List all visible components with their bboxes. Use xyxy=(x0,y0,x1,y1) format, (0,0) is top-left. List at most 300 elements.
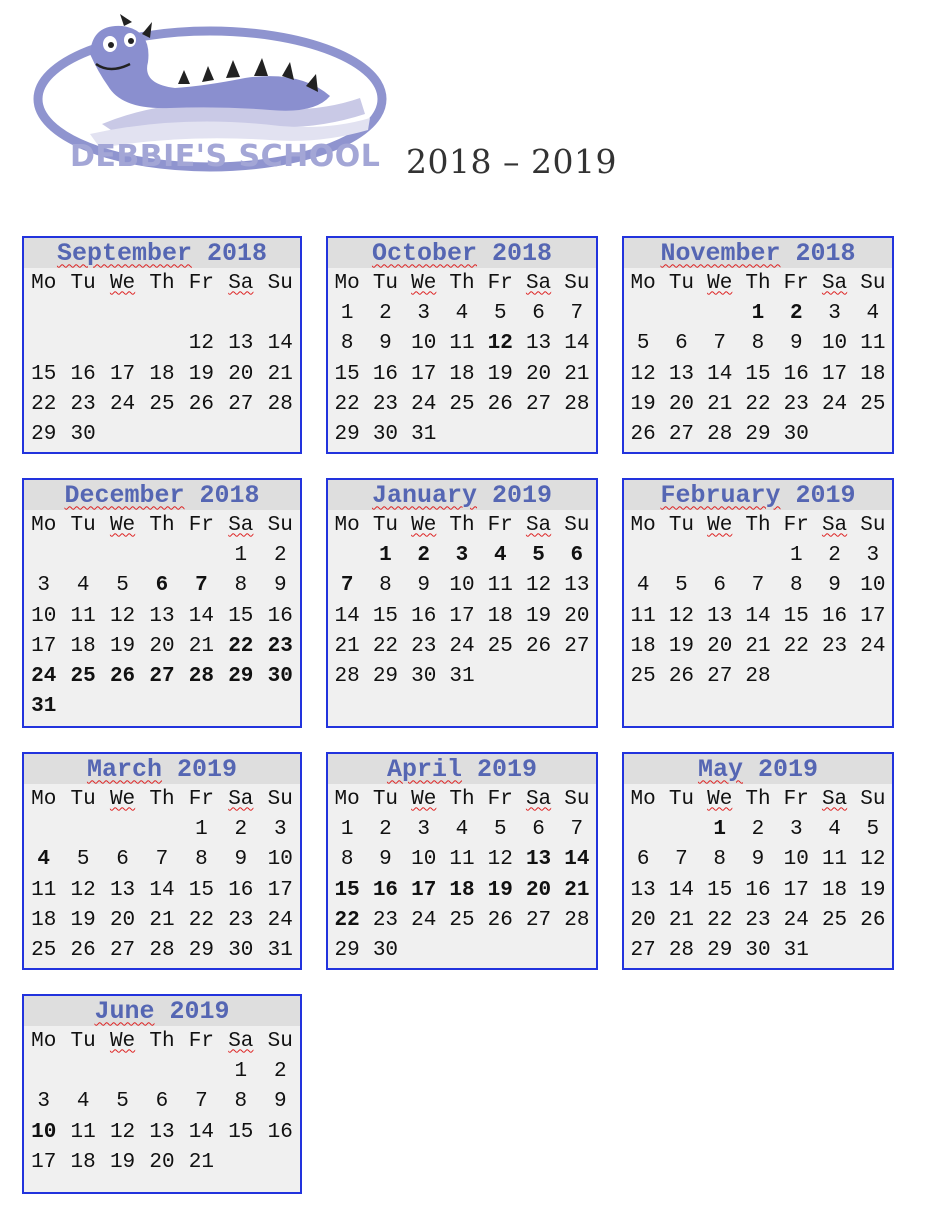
weekday-label: Tu xyxy=(70,787,96,811)
day-cell: 8 xyxy=(751,332,765,356)
day-cell: 17 xyxy=(783,878,809,902)
weekday-row xyxy=(328,784,596,814)
weekday-label: Su xyxy=(860,513,886,537)
weekday-label: Fr xyxy=(188,271,214,295)
month-february xyxy=(622,478,894,728)
month-june xyxy=(22,994,302,1194)
day-cell: 13 xyxy=(149,604,175,628)
day-cell: 27 xyxy=(525,392,552,416)
week-row xyxy=(624,419,892,449)
day-cell: 3 xyxy=(417,817,430,841)
weekday-label: Mo xyxy=(31,787,57,811)
day-cell: 20 xyxy=(525,878,552,902)
day-cell: 9 xyxy=(789,332,803,356)
weekday-row xyxy=(24,784,300,814)
day-cell: 25 xyxy=(70,665,96,689)
weekday-label: Fr xyxy=(487,513,513,537)
day-cell: 7 xyxy=(340,574,354,598)
day-cell: 24 xyxy=(821,392,848,416)
weekday-label: Mo xyxy=(630,271,656,295)
day-cell: 31 xyxy=(411,423,437,447)
day-cell: 14 xyxy=(188,1120,214,1144)
weekday-label: Sa xyxy=(228,271,254,295)
day-cell: 15 xyxy=(228,604,254,628)
day-cell: 12 xyxy=(525,574,552,598)
day-cell: 21 xyxy=(267,362,293,386)
day-cell: 13 xyxy=(564,574,590,598)
day-cell: 23 xyxy=(411,634,437,658)
weekday-label: Sa xyxy=(525,513,552,537)
day-cell: 19 xyxy=(188,362,214,386)
month-name: December xyxy=(64,480,185,510)
day-cell: 28 xyxy=(267,392,293,416)
month-november xyxy=(622,236,894,454)
day-cell: 3 xyxy=(37,574,51,598)
day-cell: 9 xyxy=(379,332,392,356)
day-cell: 28 xyxy=(149,939,175,963)
weekday-label: Su xyxy=(267,271,293,295)
weekday-label: Mo xyxy=(31,513,57,537)
weekday-row xyxy=(328,268,596,298)
day-cell: 8 xyxy=(789,574,803,598)
weekday-label: Sa xyxy=(525,271,552,295)
day-cell: 5 xyxy=(493,817,507,841)
day-cell: 22 xyxy=(707,908,733,932)
weekday-label: Mo xyxy=(630,513,656,537)
day-cell: 27 xyxy=(228,392,254,416)
weekday-label: Th xyxy=(149,1029,175,1053)
day-cell: 11 xyxy=(31,878,57,902)
day-cell: 19 xyxy=(630,392,656,416)
day-cell: 12 xyxy=(188,332,214,356)
weekday-label: Sa xyxy=(821,513,848,537)
day-cell: 23 xyxy=(70,392,96,416)
weekday-label: Fr xyxy=(188,513,214,537)
school-logo xyxy=(30,14,390,184)
day-cell: 14 xyxy=(267,332,293,356)
weekday-label: Fr xyxy=(487,787,513,811)
weekday-label: We xyxy=(411,787,437,811)
month-name: November xyxy=(660,238,781,268)
day-cell: 29 xyxy=(372,665,399,689)
day-cell: 15 xyxy=(707,878,733,902)
day-cell: 10 xyxy=(449,574,475,598)
month-name: March xyxy=(86,754,162,784)
day-cell: 8 xyxy=(340,848,354,872)
week-row xyxy=(24,359,300,389)
day-cell: 23 xyxy=(783,392,809,416)
week-row xyxy=(624,814,892,844)
day-cell: 19 xyxy=(487,878,513,902)
day-cell: 3 xyxy=(37,1090,51,1114)
weekday-label: Tu xyxy=(372,787,399,811)
day-cell: 21 xyxy=(707,392,733,416)
weekday-label: Tu xyxy=(372,271,399,295)
weekday-label: Su xyxy=(860,787,886,811)
day-cell: 1 xyxy=(340,301,354,325)
day-cell: 11 xyxy=(449,332,475,356)
day-cell: 19 xyxy=(109,1150,136,1174)
week-row xyxy=(24,661,300,691)
day-cell: 12 xyxy=(70,878,96,902)
day-cell: 25 xyxy=(487,634,513,658)
day-cell: 5 xyxy=(636,332,650,356)
weekday-label: Mo xyxy=(334,271,360,295)
day-cell: 25 xyxy=(149,392,175,416)
day-cell: 18 xyxy=(630,634,656,658)
day-cell: 24 xyxy=(109,392,136,416)
week-row xyxy=(24,692,300,722)
weekday-label: We xyxy=(707,271,733,295)
day-cell: 18 xyxy=(31,908,57,932)
day-cell: 28 xyxy=(334,665,360,689)
month-header xyxy=(328,480,596,510)
weekday-label: Fr xyxy=(783,513,809,537)
month-december xyxy=(22,478,302,728)
day-cell: 11 xyxy=(70,604,96,628)
weekday-label: Tu xyxy=(668,513,695,537)
day-cell: 15 xyxy=(783,604,809,628)
day-cell: 28 xyxy=(668,939,695,963)
day-cell: 4 xyxy=(493,543,507,567)
day-cell: 30 xyxy=(372,423,399,447)
week-row xyxy=(328,571,596,601)
weekday-label: We xyxy=(109,513,136,537)
day-cell: 31 xyxy=(449,665,475,689)
weekday-label: Sa xyxy=(228,1029,254,1053)
day-cell: 8 xyxy=(195,848,208,872)
day-cell: 24 xyxy=(411,908,437,932)
day-cell: 16 xyxy=(372,362,399,386)
day-cell: 16 xyxy=(228,878,254,902)
day-cell: 30 xyxy=(228,939,254,963)
day-cell: 15 xyxy=(372,604,399,628)
weekday-label: Su xyxy=(860,271,886,295)
month-march xyxy=(22,752,302,970)
day-cell: 10 xyxy=(31,604,57,628)
day-cell: 19 xyxy=(860,878,886,902)
day-cell: 30 xyxy=(70,423,96,447)
day-cell: 20 xyxy=(630,908,656,932)
week-row xyxy=(624,540,892,570)
day-cell: 18 xyxy=(70,634,96,658)
day-cell: 17 xyxy=(411,878,437,902)
day-cell: 21 xyxy=(564,362,590,386)
day-cell: 27 xyxy=(149,665,175,689)
day-cell: 29 xyxy=(334,939,360,963)
day-cell: 7 xyxy=(195,574,208,598)
day-cell: 13 xyxy=(109,878,136,902)
weekday-label: We xyxy=(109,271,136,295)
day-cell: 17 xyxy=(31,634,57,658)
day-cell: 2 xyxy=(379,301,392,325)
day-cell: 22 xyxy=(372,634,399,658)
day-cell: 14 xyxy=(564,332,590,356)
day-cell: 29 xyxy=(228,665,254,689)
week-row xyxy=(24,298,300,328)
month-header xyxy=(24,996,300,1026)
logo-text: DEBBIE'S SCHOOL xyxy=(70,139,381,174)
week-row xyxy=(24,845,300,875)
day-cell: 2 xyxy=(234,817,248,841)
weekday-label: Th xyxy=(149,513,175,537)
day-cell: 16 xyxy=(70,362,96,386)
day-cell: 1 xyxy=(379,543,392,567)
week-row xyxy=(328,359,596,389)
day-cell: 28 xyxy=(564,908,590,932)
weekday-label: Th xyxy=(149,787,175,811)
weekday-label: Su xyxy=(267,513,293,537)
day-cell: 29 xyxy=(334,423,360,447)
day-cell: 28 xyxy=(188,665,214,689)
day-cell: 6 xyxy=(532,301,545,325)
day-cell: 3 xyxy=(789,817,803,841)
day-cell: 29 xyxy=(188,939,214,963)
day-cell: 11 xyxy=(821,848,848,872)
weekday-label: Su xyxy=(564,787,590,811)
day-cell: 1 xyxy=(751,301,765,325)
day-cell: 25 xyxy=(449,392,475,416)
week-row xyxy=(624,875,892,905)
day-cell: 4 xyxy=(76,574,90,598)
month-header xyxy=(328,754,596,784)
day-cell: 13 xyxy=(630,878,656,902)
day-cell: 19 xyxy=(70,908,96,932)
day-cell: 5 xyxy=(116,1090,129,1114)
day-cell: 30 xyxy=(411,665,437,689)
week-row xyxy=(24,389,300,419)
day-cell: 2 xyxy=(417,543,430,567)
weekday-label: Mo xyxy=(630,787,656,811)
day-cell: 14 xyxy=(707,362,733,386)
week-row xyxy=(328,631,596,661)
day-cell: 16 xyxy=(267,1120,293,1144)
day-cell: 10 xyxy=(860,574,886,598)
day-cell: 9 xyxy=(751,848,765,872)
month-header xyxy=(328,238,596,268)
day-cell: 4 xyxy=(828,817,841,841)
day-cell: 3 xyxy=(455,543,469,567)
month-year: 2019 xyxy=(177,754,238,784)
day-cell: 2 xyxy=(789,301,803,325)
page-title: 2018 – 2019 xyxy=(406,142,617,181)
day-cell: 6 xyxy=(570,543,584,567)
day-cell: 7 xyxy=(570,817,584,841)
week-row xyxy=(328,935,596,965)
weekday-label: Fr xyxy=(487,271,513,295)
weekday-row xyxy=(24,1026,300,1056)
month-year: 2018 xyxy=(207,238,268,268)
day-cell: 6 xyxy=(675,332,688,356)
day-cell: 20 xyxy=(228,362,254,386)
day-cell: 25 xyxy=(449,908,475,932)
day-cell: 12 xyxy=(109,1120,136,1144)
day-cell: 5 xyxy=(675,574,688,598)
day-cell: 13 xyxy=(707,604,733,628)
month-header xyxy=(624,480,892,510)
day-cell: 11 xyxy=(630,604,656,628)
day-cell: 2 xyxy=(273,1059,287,1083)
week-row xyxy=(24,329,300,359)
weekday-label: We xyxy=(109,787,136,811)
day-cell: 16 xyxy=(783,362,809,386)
day-cell: 12 xyxy=(668,604,695,628)
weekday-label: Su xyxy=(564,513,590,537)
day-cell: 8 xyxy=(379,574,392,598)
day-cell: 5 xyxy=(866,817,880,841)
day-cell: 2 xyxy=(751,817,765,841)
day-cell: 22 xyxy=(745,392,771,416)
week-row xyxy=(24,601,300,631)
weekday-label: Th xyxy=(745,787,771,811)
week-row xyxy=(328,298,596,328)
day-cell: 10 xyxy=(411,848,437,872)
day-cell: 2 xyxy=(273,543,287,567)
weekday-label: Su xyxy=(564,271,590,295)
day-cell: 18 xyxy=(449,878,475,902)
day-cell: 16 xyxy=(372,878,399,902)
day-cell: 26 xyxy=(487,908,513,932)
weekday-row xyxy=(24,510,300,540)
weekday-label: Sa xyxy=(525,787,552,811)
week-row xyxy=(328,905,596,935)
day-cell: 2 xyxy=(828,543,841,567)
day-cell: 23 xyxy=(267,634,293,658)
day-cell: 11 xyxy=(449,848,475,872)
day-cell: 17 xyxy=(31,1150,57,1174)
weekday-label: Mo xyxy=(31,271,57,295)
day-cell: 20 xyxy=(564,604,590,628)
day-cell: 17 xyxy=(411,362,437,386)
day-cell: 8 xyxy=(340,332,354,356)
weekday-row xyxy=(624,510,892,540)
month-year: 2019 xyxy=(477,754,538,784)
day-cell: 18 xyxy=(149,362,175,386)
day-cell: 7 xyxy=(751,574,765,598)
day-cell: 29 xyxy=(745,423,771,447)
day-cell: 7 xyxy=(195,1090,208,1114)
day-cell: 6 xyxy=(713,574,726,598)
day-cell: 28 xyxy=(745,665,771,689)
day-cell: 19 xyxy=(109,634,136,658)
week-row xyxy=(624,571,892,601)
day-cell: 25 xyxy=(31,939,57,963)
month-year: 2019 xyxy=(169,996,230,1026)
week-row xyxy=(24,631,300,661)
day-cell: 21 xyxy=(149,908,175,932)
day-cell: 1 xyxy=(789,543,803,567)
day-cell: 30 xyxy=(267,665,293,689)
day-cell: 23 xyxy=(372,908,399,932)
day-cell: 25 xyxy=(821,908,848,932)
day-cell: 12 xyxy=(630,362,656,386)
day-cell: 12 xyxy=(487,848,513,872)
day-cell: 22 xyxy=(334,392,360,416)
day-cell: 26 xyxy=(525,634,552,658)
day-cell: 11 xyxy=(70,1120,96,1144)
month-april xyxy=(326,752,598,970)
weekday-label: Tu xyxy=(668,787,695,811)
day-cell: 21 xyxy=(334,634,360,658)
weekday-label: Th xyxy=(149,271,175,295)
week-row xyxy=(328,540,596,570)
weekday-label: Th xyxy=(449,271,475,295)
month-year: 2018 xyxy=(492,238,553,268)
week-row xyxy=(624,389,892,419)
day-cell: 10 xyxy=(821,332,848,356)
week-row xyxy=(24,1117,300,1147)
day-cell: 18 xyxy=(449,362,475,386)
day-cell: 17 xyxy=(860,604,886,628)
week-row xyxy=(24,540,300,570)
day-cell: 20 xyxy=(149,1150,175,1174)
week-row xyxy=(624,661,892,691)
day-cell: 3 xyxy=(866,543,880,567)
day-cell: 9 xyxy=(273,1090,287,1114)
month-name: September xyxy=(56,238,192,268)
weekday-label: Th xyxy=(745,513,771,537)
week-row xyxy=(328,601,596,631)
month-name: May xyxy=(697,754,743,784)
day-cell: 13 xyxy=(668,362,695,386)
day-cell: 20 xyxy=(668,392,695,416)
day-cell: 14 xyxy=(745,604,771,628)
weekday-label: Tu xyxy=(70,1029,96,1053)
day-cell: 1 xyxy=(234,543,248,567)
day-cell: 11 xyxy=(487,574,513,598)
week-row xyxy=(24,814,300,844)
day-cell: 6 xyxy=(636,848,650,872)
month-name: February xyxy=(660,480,781,510)
day-cell: 31 xyxy=(31,695,57,719)
day-cell: 10 xyxy=(783,848,809,872)
day-cell: 23 xyxy=(745,908,771,932)
day-cell: 19 xyxy=(525,604,552,628)
day-cell: 8 xyxy=(234,574,248,598)
week-row xyxy=(328,661,596,691)
weekday-label: Th xyxy=(449,787,475,811)
day-cell: 12 xyxy=(109,604,136,628)
day-cell: 18 xyxy=(70,1150,96,1174)
day-cell: 6 xyxy=(532,817,545,841)
week-row xyxy=(624,298,892,328)
day-cell: 4 xyxy=(866,301,880,325)
week-row xyxy=(328,845,596,875)
month-september xyxy=(22,236,302,454)
day-cell: 4 xyxy=(455,301,469,325)
day-cell: 7 xyxy=(155,848,169,872)
week-row xyxy=(624,359,892,389)
weekday-label: Th xyxy=(745,271,771,295)
week-row xyxy=(624,601,892,631)
weekday-label: We xyxy=(707,787,733,811)
day-cell: 14 xyxy=(334,604,360,628)
day-cell: 26 xyxy=(188,392,214,416)
day-cell: 24 xyxy=(783,908,809,932)
month-year: 2018 xyxy=(795,238,856,268)
weekday-label: Sa xyxy=(228,513,254,537)
month-header xyxy=(24,480,300,510)
day-cell: 5 xyxy=(493,301,507,325)
day-cell: 27 xyxy=(630,939,656,963)
day-cell: 24 xyxy=(411,392,437,416)
day-cell: 13 xyxy=(525,848,552,872)
day-cell: 20 xyxy=(525,362,552,386)
day-cell: 7 xyxy=(675,848,688,872)
day-cell: 26 xyxy=(860,908,886,932)
day-cell: 19 xyxy=(668,634,695,658)
month-header xyxy=(624,754,892,784)
